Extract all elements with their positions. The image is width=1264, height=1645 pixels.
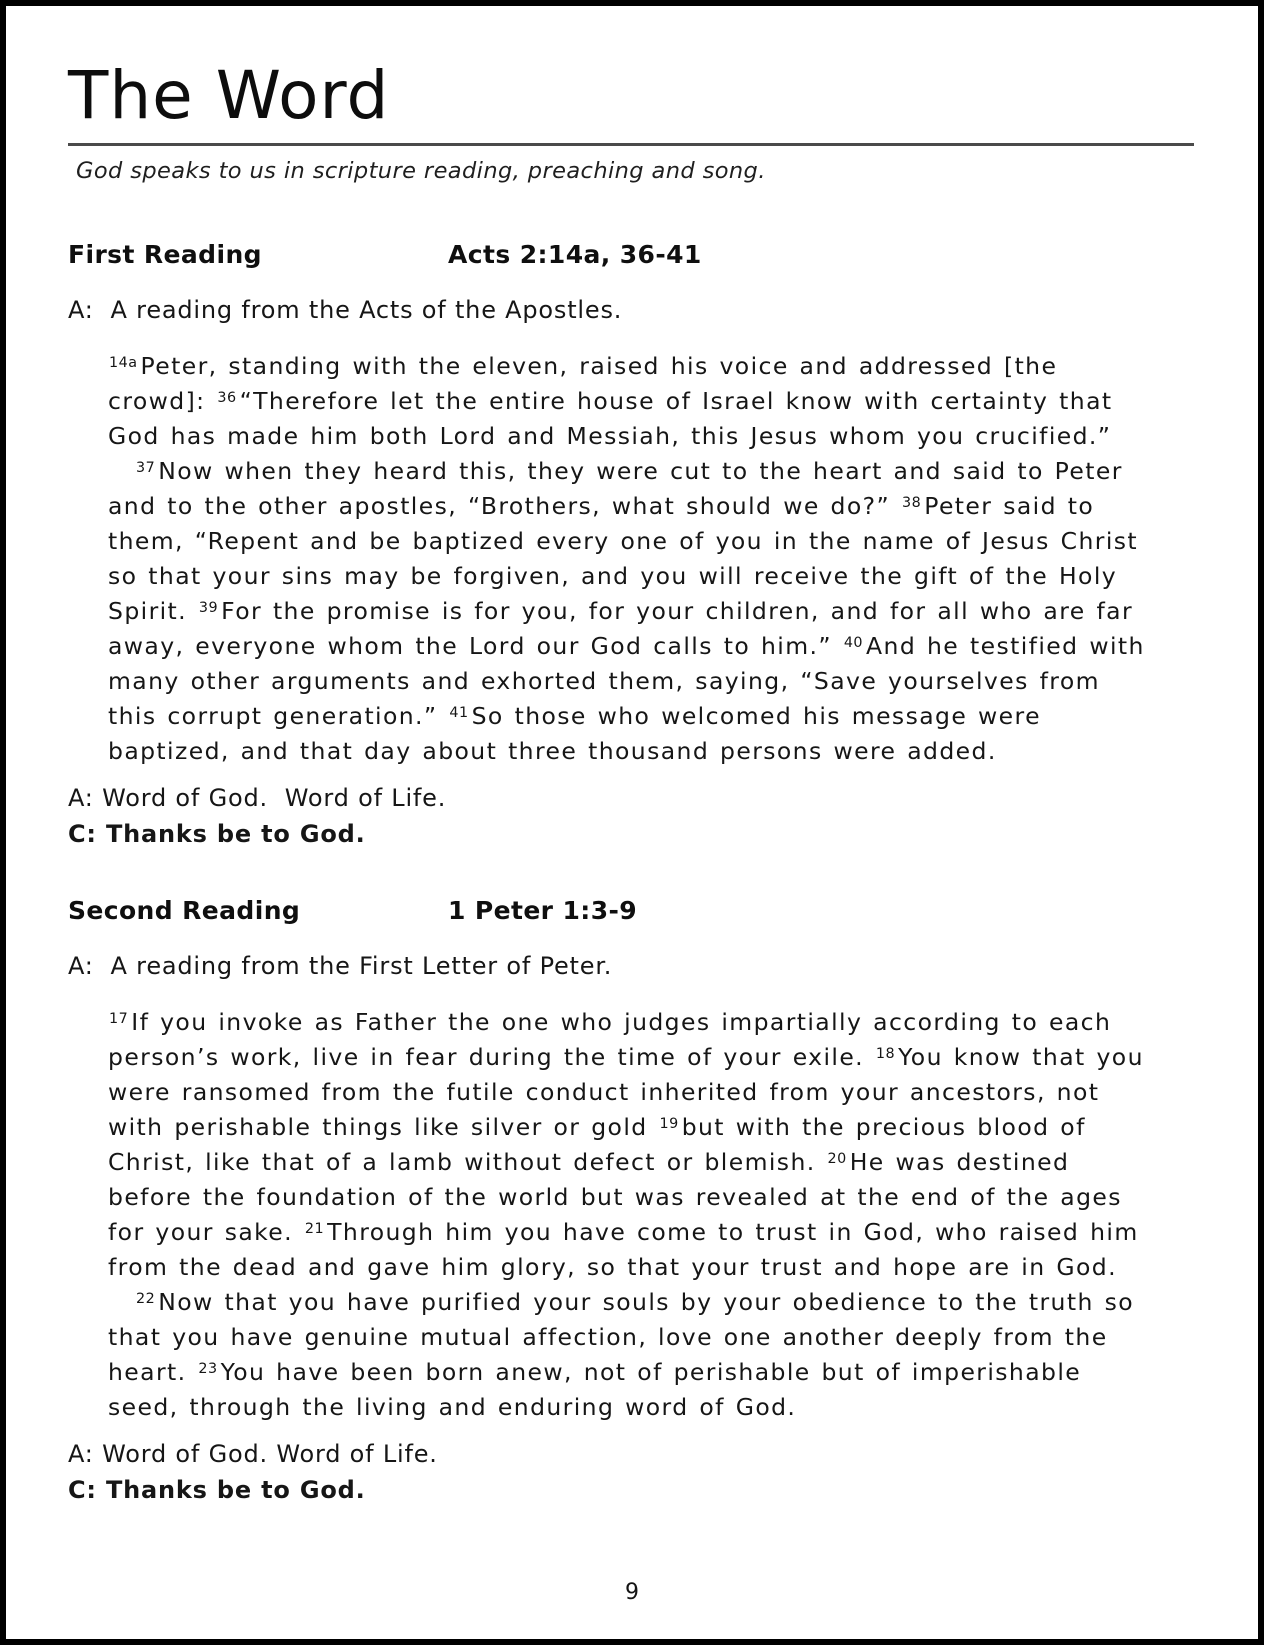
page-subtitle: God speaks to us in scripture reading, preaching and song. — [76, 157, 766, 184]
page-header — [68, 57, 1194, 184]
first-reading-heading — [68, 240, 1194, 269]
scripture-text — [108, 1005, 1148, 1425]
verse-text: Now when they heard this, they were cut to the heart and said to Peter and to the other apostles, “Brothers, what should we do?” — [108, 456, 1123, 520]
first-reading-section — [68, 240, 1194, 852]
verse-number: 39 — [198, 600, 219, 617]
reading-reference: Acts 2:14a, 36-41 — [448, 239, 702, 269]
scripture-text — [108, 349, 1148, 769]
title-rule — [68, 143, 1194, 146]
scripture-paragraph — [108, 349, 1148, 454]
verse-text: Now that you have purified your souls by your obedience to the truth so that you have genuine mutual affection, love one another deeply from the heart. — [108, 1287, 1135, 1386]
reading-title: Second Reading — [68, 895, 301, 925]
assistant-response: A: Word of God. Word of Life. — [68, 1439, 438, 1468]
page-number: 9 — [625, 1580, 639, 1605]
reading-title: First Reading — [68, 239, 262, 269]
second-reading-section — [68, 896, 1194, 1508]
verse-text: Peter, standing with the eleven, raised his voice and addressed [the crowd]: — [108, 351, 1058, 415]
verse-text: You know that you were ransomed from the futile conduct inherited from your ancestors, not with perishable things like silver or gold — [108, 1042, 1144, 1141]
second-reading-heading — [68, 896, 1194, 925]
verse-text: You have been born anew, not of perishable but of imperishable seed, through the living and enduring word of God. — [108, 1357, 1082, 1421]
congregation-response: C: Thanks be to God. — [68, 819, 366, 848]
scripture-paragraph — [108, 454, 1148, 769]
verse-text: For the promise is for you, for your children, and for all who are far away, everyone whom the Lord our God calls to him.” — [108, 596, 1134, 660]
verse-text: If you invoke as Father the one who judges impartially according to each person’s work, live in fear during the time of your exile. — [108, 1007, 1112, 1071]
page-content — [6, 6, 1258, 1508]
verse-text: And he testified with many other arguments and exhorted them, saying, “Save yourselves from this corrupt generation.” — [108, 631, 1145, 730]
verse-text: but with the precious blood of Christ, like that of a lamb without defect or blemish. — [108, 1112, 1086, 1176]
verse-number: 36 — [217, 390, 237, 407]
assistant-response: A: Word of God. Word of Life. — [68, 783, 447, 812]
verse-number: 37 — [136, 460, 156, 477]
page-title: The Word — [68, 57, 390, 134]
verse-number: 22 — [136, 1291, 156, 1308]
verse-number: 40 — [843, 635, 864, 652]
reading-intro: A: A reading from the First Letter of Peter. — [68, 951, 613, 980]
verse-number: 17 — [109, 1011, 129, 1028]
verse-text: He was destined before the foundation of the world but was revealed at the end of the ages for your sake. — [108, 1147, 1122, 1246]
scripture-paragraph — [108, 1005, 1148, 1285]
verse-number: 14a — [109, 355, 138, 372]
congregation-response: C: Thanks be to God. — [68, 1475, 366, 1504]
verse-text: Through him you have come to trust in God, who raised him from the dead and gave him glory, so that your trust and hope are in God. — [108, 1217, 1139, 1281]
verse-number: 21 — [304, 1221, 325, 1238]
scripture-paragraph — [108, 1285, 1148, 1425]
reading-intro: A: A reading from the Acts of the Apostles. — [68, 295, 623, 324]
verse-text: Peter said to them, “Repent and be baptized every one of you in the name of Jesus Christ so that your sins may be forgiven, and you will receive the gift of the Holy Spirit. — [108, 491, 1139, 625]
reading-reference: 1 Peter 1:3-9 — [448, 895, 638, 925]
verse-text: So those who welcomed his message were baptized, and that day about three thousand persons were added. — [108, 701, 1041, 765]
verse-text: “Therefore let the entire house of Israel know with certainty that God has made him both Lord and Messiah, this Jesus whom you crucified.” — [108, 386, 1113, 450]
verse-number: 38 — [901, 495, 922, 512]
verse-number: 19 — [659, 1116, 679, 1133]
verse-number: 18 — [875, 1046, 896, 1063]
verse-number: 41 — [449, 705, 469, 722]
verse-number: 23 — [198, 1361, 218, 1378]
verse-number: 20 — [827, 1151, 847, 1168]
